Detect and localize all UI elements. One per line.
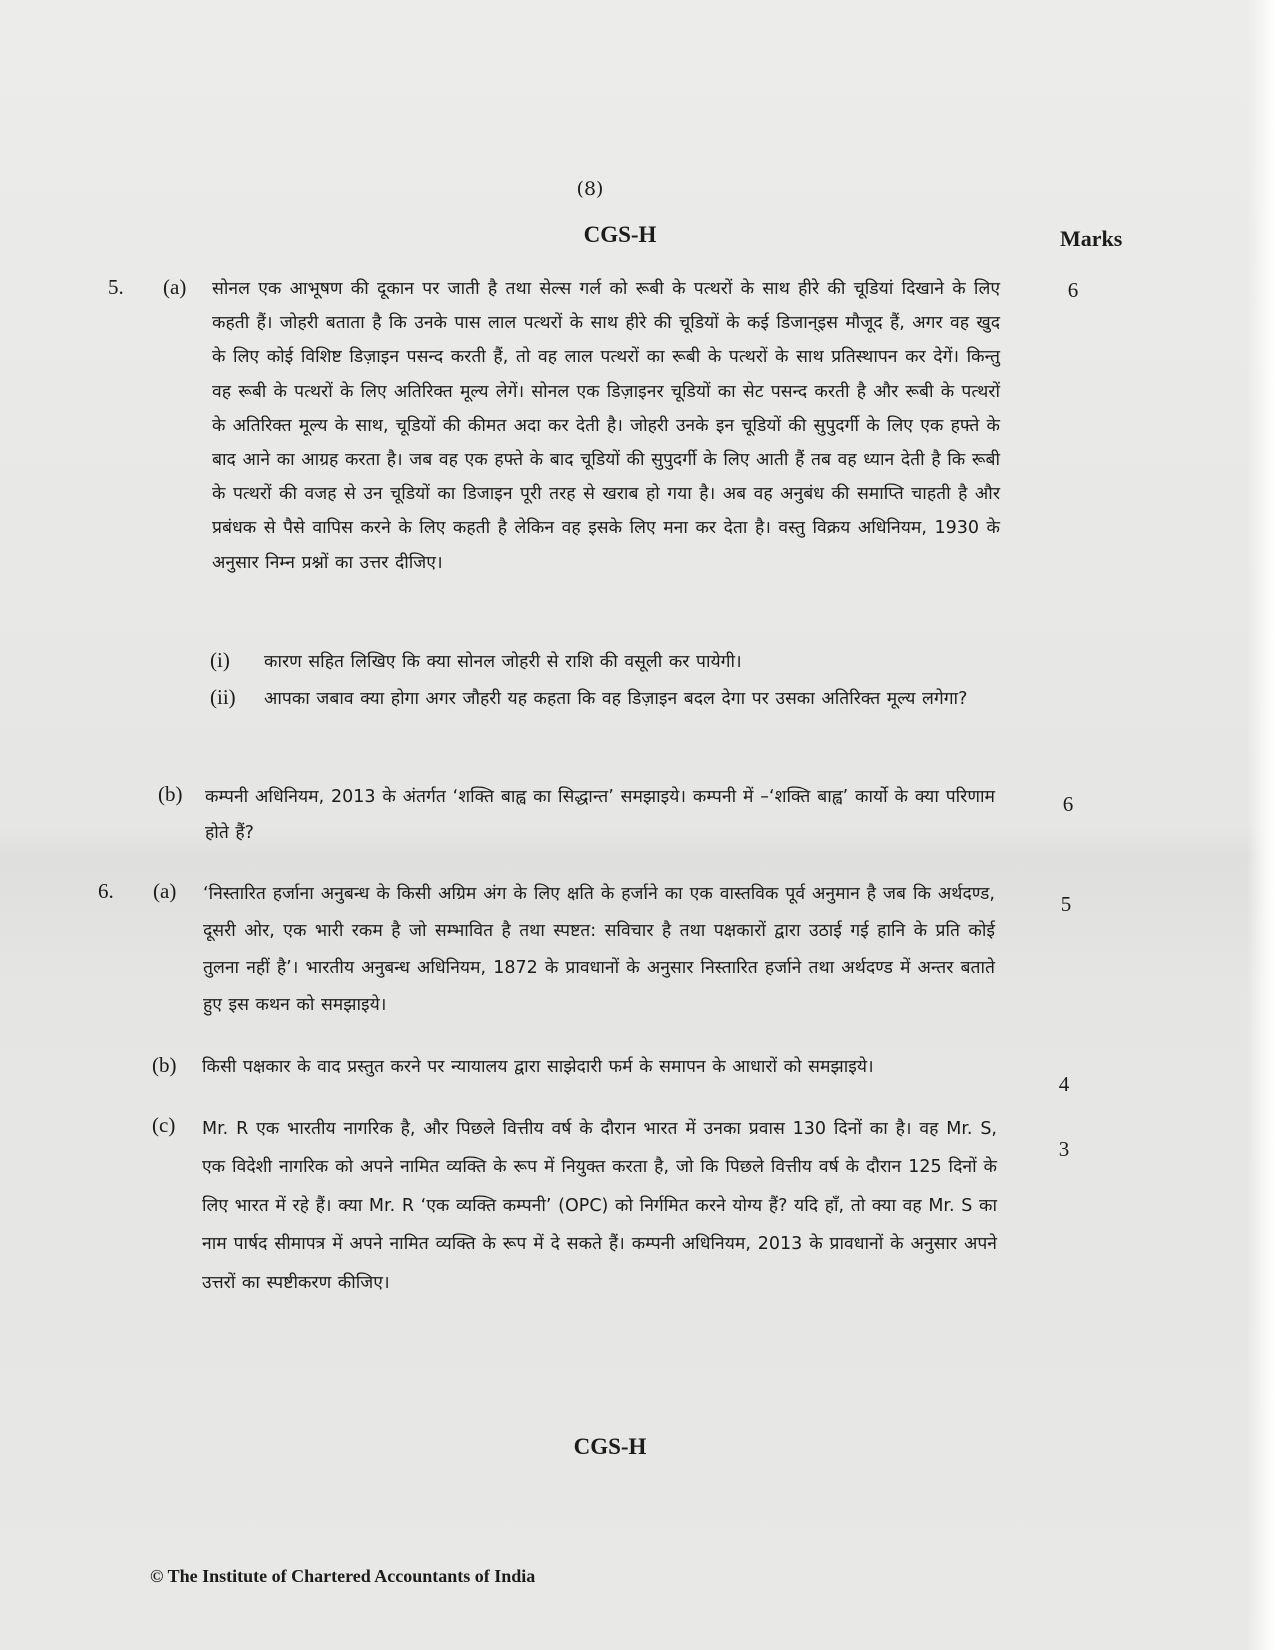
paper-code-footer: CGS-H — [573, 1434, 647, 1459]
part-label: (b) — [152, 1053, 177, 1077]
marks-value: 4 — [1058, 1072, 1070, 1096]
question-text: Mr. R एक भारतीय नागरिक है, और पिछले वित्तीय वर्ष के दौरान भारत में उनका प्रवास 130 दिनों का है। वह Mr. S, एक विदेशी नागरिक को अपने नामित व्यक्ति के रूप में नियुक्त करता है, जो कि पिछले वित्तीय वर्ष के दौरान 125 दिनों के लिए भारत में रहे हैं। क्या Mr. R ‘एक व्यक्ति कम्पनी’ (OPC) को निर्गमित करने योग्य हैं? यदि हाँ, तो क्या वह Mr. S का नाम पार्षद सीमापत्र में अपने नामित व्यक्ति के रूप में दे सकते हैं। कम्पनी अधिनियम, 2013 के प्रावधानों के अनुसार अपने उत्तरों का स्पष्टीकरण कीजिए। — [202, 1119, 998, 1293]
question-number: 6. — [98, 879, 114, 903]
page-edge — [1247, 0, 1275, 1650]
marks-value: 3 — [1058, 1137, 1070, 1161]
marks-value: 6 — [1067, 278, 1079, 302]
paper-code-header: CGS-H — [583, 222, 657, 247]
question-text: सोनल एक आभूषण की दूकान पर जाती है तथा सेल्स गर्ल को रूबी के पत्थरों के साथ हीरे की चूडियां दिखाने के लिए कहती हैं। जोहरी बताता है कि उनके पास लाल पत्थरों के साथ हीरे की चूडियों के कई डिजान्इस मौजूद हैं, अगर वह खुद के लिए कोई विशिष्ट डिज़ाइन पसन्द करती हैं, तो वह लाल पत्थरों का रूबी के पत्थरों के साथ प्रतिस्थापन कर देगें। किन्तु वह रूबी के पत्थरों के लिए अतिरिक्त मूल्य लेगें। सोनल एक डिज़ाइनर चूडियों का सेट पसन्द करती है और रूबी के पत्थरों के अतिरिक्त मूल्य के साथ, चूडियों की कीमत अदा कर देती है। जोहरी उनके इन चूडियों की सुपुदर्गी के लिए एक हफ्ते के बाद आने का आग्रह करता है। जब वह एक हफ्ते के बाद चूडियों की सुपुदर्गी के लिए आती हैं तब वह ध्यान देती है कि रूबी के पत्थरों की वजह से उन चूडियों का डिजाइन पूरी तरह से खराब हो गया है। अब वह अनुबंध की समाप्ति चाहती है और प्रबंधक से पैसे वापिस करने के लिए कहती है लेकिन वह इसके लिए मना कर देता है। वस्तु विक्रय अधिनियम, 1930 के अनुसार निम्न प्रश्नों का उत्तर दीजिए। — [212, 279, 1000, 573]
marks-value: 6 — [1062, 792, 1074, 816]
marks-column-label: Marks — [1060, 226, 1123, 251]
question-text: किसी पक्षकार के वाद प्रस्तुत करने पर न्यायालय द्वारा साझेदारी फर्म के समापन के आधारों को समझाइये। — [202, 1057, 874, 1077]
part-label: (a) — [163, 275, 187, 299]
subpart-text: आपका जबाव क्या होगा अगर जौहरी यह कहता कि वह डिज़ाइन बदल देगा पर उसका अतिरिक्त मूल्य लगेगा? — [264, 689, 968, 709]
copyright-notice: © The Institute of Chartered Accountants of India — [150, 1566, 536, 1586]
page-number: (8) — [576, 178, 604, 200]
question-text: कम्पनी अधिनियम, 2013 के अंतर्गत ‘शक्ति बाह्व का सिद्धान्त’ समझाइये। कम्पनी में –‘शक्ति बाह्व’ कार्यो के क्या परिणाम होते हैं? — [205, 787, 995, 843]
question-number: 5. — [108, 275, 124, 299]
question-text: ‘निस्तारित हर्जाना अनुबन्ध के किसी अग्रिम अंग के लिए क्षति के हर्जाने का एक वास्तविक पूर्व अनुमान है जब कि अर्थदण्ड, दूसरी ओर, एक भारी रकम है जो सम्भावित है तथा स्पष्टत: सविचार है तथा पक्षकारों द्वारा उठाई गई हानि के प्रति कोई तुलना नहीं है’। भारतीय अनुबन्ध अधिनियम, 1872 के प्रावधानों के अनुसार निस्तारित हर्जाने तथा अर्थदण्ड में अन्तर बताते हुए इस कथन को समझाइये। — [203, 884, 995, 1015]
subpart-label: (i) — [210, 648, 230, 672]
subpart-label: (ii) — [210, 685, 236, 709]
marks-value: 5 — [1060, 892, 1072, 916]
part-label: (c) — [152, 1113, 176, 1137]
part-label: (a) — [153, 879, 177, 903]
subpart-text: कारण सहित लिखिए कि क्या सोनल जोहरी से राशि की वसूली कर पायेगी। — [264, 652, 742, 672]
part-label: (b) — [158, 782, 183, 806]
